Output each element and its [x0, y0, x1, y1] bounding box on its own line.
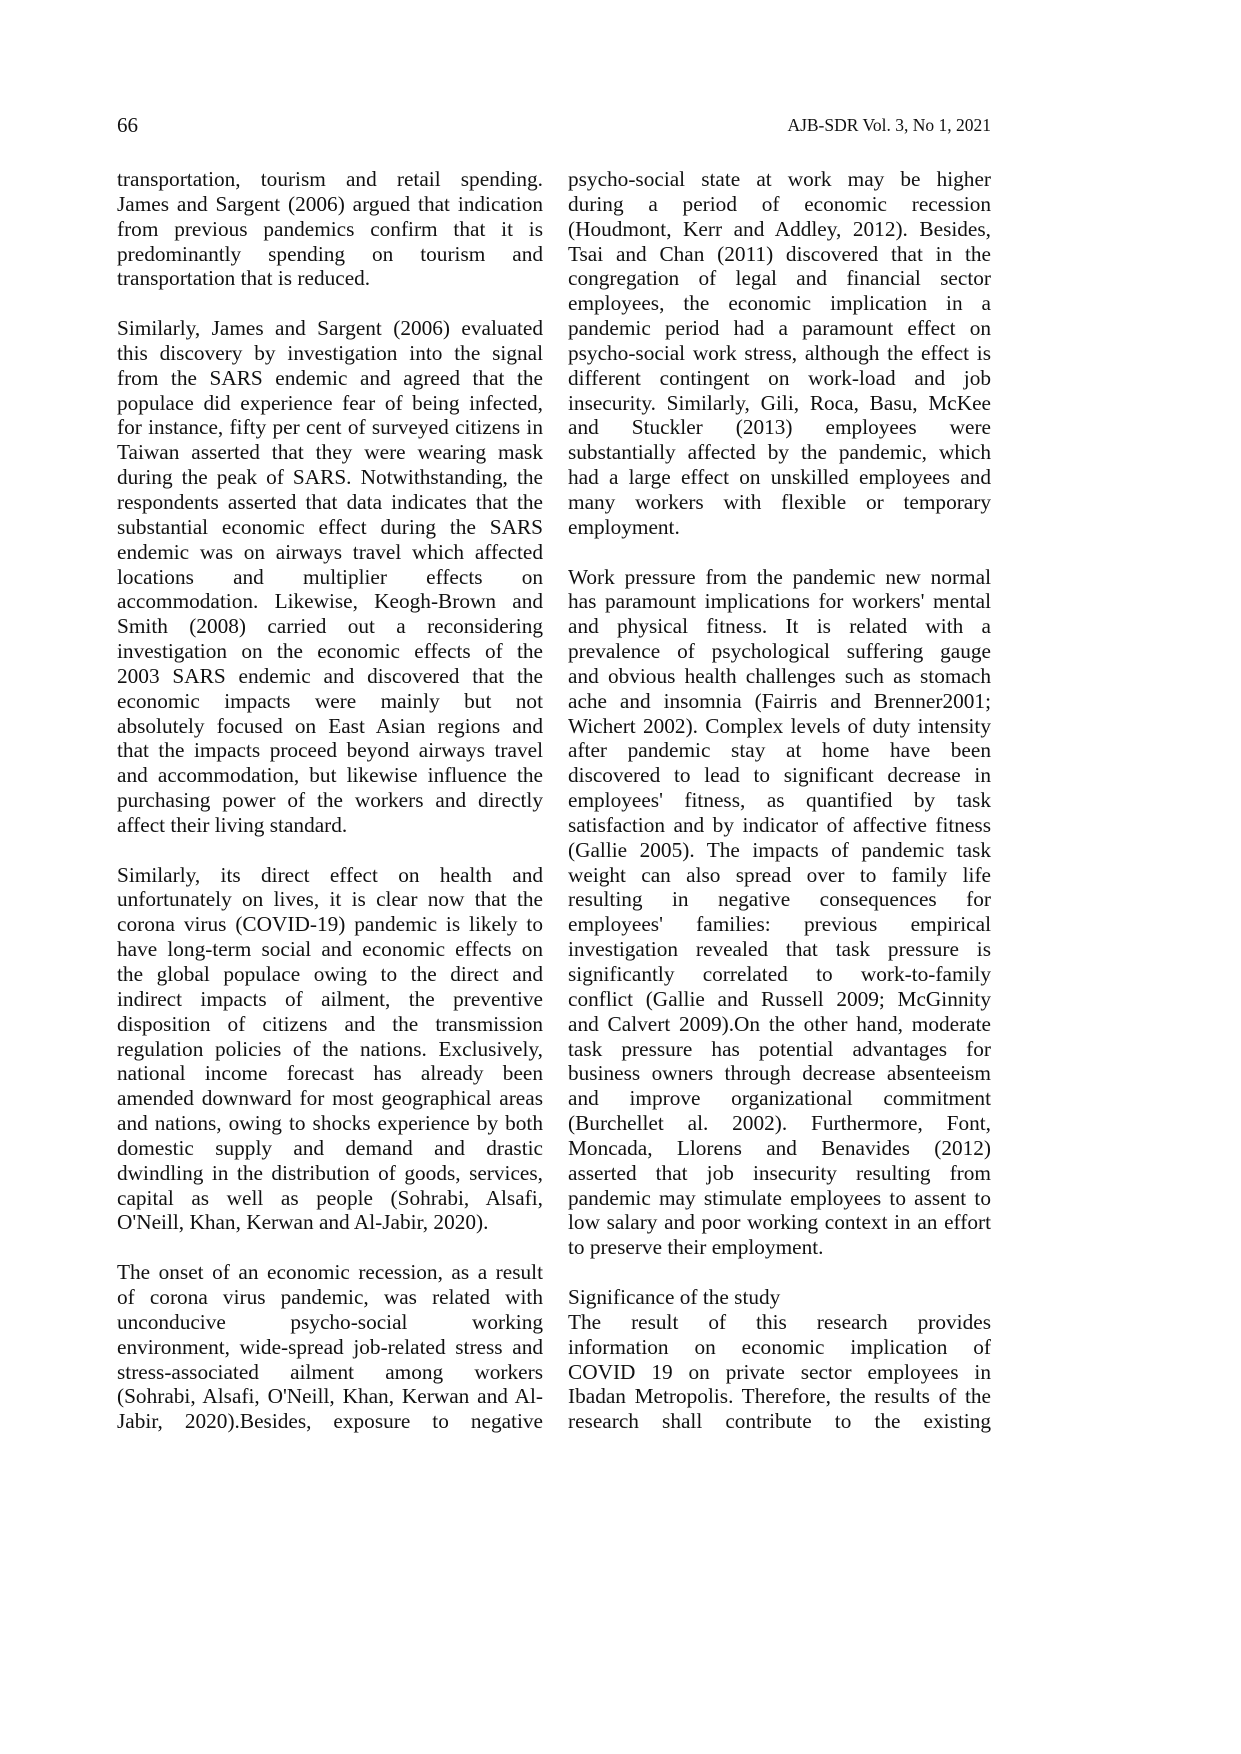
text-line: national income forecast has already been	[117, 1061, 543, 1086]
text-line: disposition of citizens and the transmission	[117, 1011, 543, 1036]
text-line: populace did experience fear of being infected,	[117, 390, 543, 415]
text-line: capital as well as people (Sohrabi, Alsafi,	[117, 1185, 543, 1210]
text-line: stress-associated ailment among workers	[117, 1359, 543, 1384]
text-line: discovered to lead to significant decrease in	[568, 763, 991, 788]
text-line: substantially affected by the pandemic, which	[568, 440, 991, 465]
text-line: regulation policies of the nations. Exclusively,	[117, 1036, 543, 1061]
text-line: for instance, fifty per cent of surveyed citizens in	[117, 415, 543, 440]
text-line: employees' families: previous empirical	[568, 912, 991, 937]
text-line: Similarly, James and Sargent (2006) evaluated	[117, 316, 543, 341]
text-line: satisfaction and by indicator of affective fitness	[568, 812, 991, 837]
paragraph-gap	[117, 1235, 543, 1260]
text-line: accommodation. Likewise, Keogh-Brown and	[117, 589, 543, 614]
text-line: environment, wide-spread job-related stress and	[117, 1334, 543, 1359]
text-line: and Stuckler (2013) employees were	[568, 415, 991, 440]
text-line: dwindling in the distribution of goods, services,	[117, 1160, 543, 1185]
text-line: and Calvert 2009).On the other hand, moderate	[568, 1011, 991, 1036]
text-line: Jabir, 2020).Besides, exposure to negative	[117, 1409, 543, 1434]
text-line: locations and multiplier effects on	[117, 564, 543, 589]
text-line: ache and insomnia (Fairris and Brenner2001;	[568, 688, 991, 713]
text-line: COVID 19 on private sector employees in	[568, 1359, 991, 1384]
text-line: Work pressure from the pandemic new normal	[568, 564, 991, 589]
text-line: predominantly spending on tourism and	[117, 241, 543, 266]
text-line: many workers with flexible or temporary	[568, 489, 991, 514]
text-line: respondents asserted that data indicates that the	[117, 489, 543, 514]
text-line: Ibadan Metropolis. Therefore, the results of the	[568, 1384, 991, 1409]
text-line: weight can also spread over to family life	[568, 862, 991, 887]
text-line: and accommodation, but likewise influence the	[117, 763, 543, 788]
text-line: to preserve their employment.	[568, 1235, 824, 1260]
text-line: congregation of legal and financial sector	[568, 266, 991, 291]
section-significance	[568, 1285, 991, 1434]
paragraph-gap	[568, 540, 991, 565]
text-line: prevalence of psychological suffering gauge	[568, 639, 991, 664]
text-line: after pandemic stay at home have been	[568, 738, 991, 763]
text-line: Smith (2008) carried out a reconsidering	[117, 614, 543, 639]
text-line: different contingent on work-load and job	[568, 365, 991, 390]
text-line: corona virus (COVID-19) pandemic is likely to	[117, 912, 543, 937]
text-line: task pressure has potential advantages for	[568, 1036, 991, 1061]
text-line: James and Sargent (2006) argued that indication	[117, 191, 543, 216]
text-line: endemic was on airways travel which affected	[117, 539, 543, 564]
paragraph	[568, 167, 991, 540]
text-line: low salary and poor working context in an effort	[568, 1210, 991, 1235]
text-line: (Gallie 2005). The impacts of pandemic task	[568, 837, 991, 862]
text-line: employees' fitness, as quantified by task	[568, 788, 991, 813]
text-line: resulting in negative consequences for	[568, 887, 991, 912]
paragraph-gap	[117, 291, 543, 316]
text-line: employment.	[568, 514, 680, 539]
text-line: (Houdmont, Kerr and Addley, 2012). Besides,	[568, 216, 991, 241]
text-line: domestic supply and demand and drastic	[117, 1135, 543, 1160]
paragraph-gap	[568, 1260, 991, 1285]
text-line: that the impacts proceed beyond airways travel	[117, 738, 543, 763]
paragraph	[568, 565, 991, 1261]
text-line: pandemic may stimulate employees to assent to	[568, 1185, 991, 1210]
paragraph-gap	[117, 838, 543, 863]
section-heading: Significance of the study	[568, 1284, 781, 1309]
text-line: information on economic implication of	[568, 1334, 991, 1359]
text-line: transportation that is reduced.	[117, 266, 371, 291]
paragraph	[117, 316, 543, 838]
text-line: conflict (Gallie and Russell 2009; McGinnity	[568, 986, 991, 1011]
journal-reference: AJB-SDR Vol. 3, No 1, 2021	[787, 115, 991, 135]
page-number: 66	[117, 113, 138, 137]
text-line: substantial economic effect during the SARS	[117, 514, 543, 539]
text-line: amended downward for most geographical areas	[117, 1086, 543, 1111]
text-line: investigation on the economic effects of the	[117, 639, 543, 664]
text-line: significantly correlated to work-to-family	[568, 962, 991, 986]
text-line: during a period of economic recession	[568, 191, 991, 216]
text-line: psycho-social work stress, although the effect is	[568, 340, 991, 365]
text-line: from the SARS endemic and agreed that the	[117, 365, 543, 390]
text-line: pandemic period had a paramount effect on	[568, 316, 991, 341]
text-line: affect their living standard.	[117, 812, 348, 837]
paragraph	[117, 863, 543, 1236]
text-line: and nations, owing to shocks experience by both	[117, 1111, 543, 1136]
text-line: Taiwan asserted that they were wearing mask	[117, 440, 543, 465]
text-line: (Sohrabi, Alsafi, O'Neill, Khan, Kerwan and Al-	[117, 1384, 543, 1409]
text-line: from previous pandemics confirm that it is	[117, 216, 543, 241]
text-line: during the peak of SARS. Notwithstanding, the	[117, 465, 543, 490]
text-line: (Burchellet al. 2002). Furthermore, Font,	[568, 1111, 991, 1136]
text-line: business owners through decrease absenteeism	[568, 1061, 991, 1086]
text-line: absolutely focused on East Asian regions and	[117, 713, 543, 738]
paragraph	[117, 1260, 543, 1434]
text-line: unfortunately on lives, it is clear now that the	[117, 887, 543, 912]
text-line: the global populace owing to the direct and	[117, 962, 543, 986]
left-column	[117, 167, 543, 1434]
text-line: The result of this research provides	[568, 1309, 991, 1334]
text-line: transportation, tourism and retail spending.	[117, 167, 543, 191]
text-line: Similarly, its direct effect on health and	[117, 862, 543, 887]
text-line: psycho-social state at work may be higher	[568, 167, 991, 191]
paragraph	[117, 167, 543, 291]
text-line: 2003 SARS endemic and discovered that the	[117, 663, 543, 688]
text-line: Tsai and Chan (2011) discovered that in the	[568, 241, 991, 266]
running-header	[117, 113, 991, 143]
text-line: research shall contribute to the existing	[568, 1409, 991, 1434]
text-line: of corona virus pandemic, was related with	[117, 1284, 543, 1309]
text-line: asserted that job insecurity resulting from	[568, 1160, 991, 1185]
text-line: economic impacts were mainly but not	[117, 688, 543, 713]
text-line: indirect impacts of ailment, the preventive	[117, 986, 543, 1011]
text-line: The onset of an economic recession, as a result	[117, 1260, 543, 1285]
text-line: and physical fitness. It is related with a	[568, 614, 991, 639]
text-line: Moncada, Llorens and Benavides (2012)	[568, 1135, 991, 1160]
text-line: Wichert 2002). Complex levels of duty intensity	[568, 713, 991, 738]
text-line: O'Neill, Khan, Kerwan and Al-Jabir, 2020).	[117, 1210, 489, 1235]
text-line: unconducive psycho-social working	[117, 1309, 543, 1334]
text-line: insecurity. Similarly, Gili, Roca, Basu, McKee	[568, 390, 991, 415]
text-line: had a large effect on unskilled employees and	[568, 465, 991, 490]
text-line: this discovery by investigation into the signal	[117, 340, 543, 365]
text-line: investigation revealed that task pressure is	[568, 937, 991, 962]
text-line: and obvious health challenges such as stomach	[568, 663, 991, 688]
text-line: employees, the economic implication in a	[568, 291, 991, 316]
text-line: has paramount implications for workers' mental	[568, 589, 991, 614]
right-column	[568, 167, 991, 1434]
text-line: and improve organizational commitment	[568, 1086, 991, 1111]
text-line: purchasing power of the workers and directly	[117, 788, 543, 813]
text-line: have long-term social and economic effects on	[117, 937, 543, 962]
